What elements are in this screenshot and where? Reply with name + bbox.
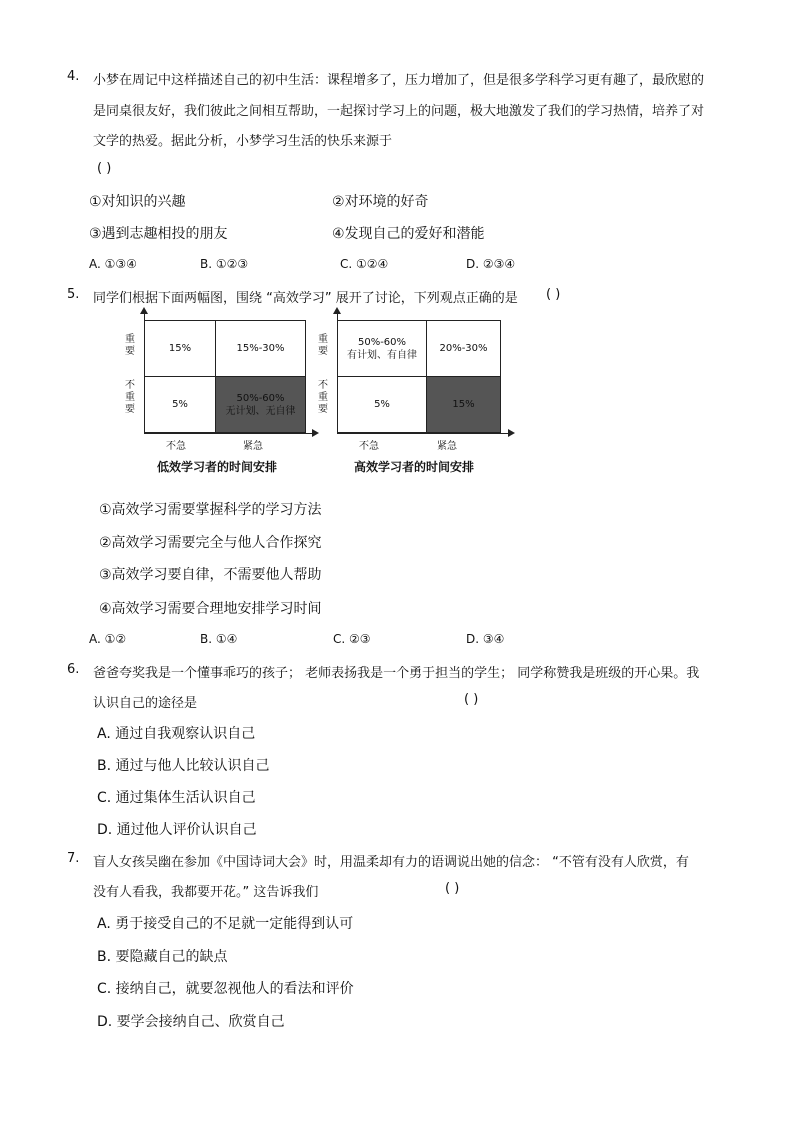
right-cell-important-not-urgent: 50%-60% 有计划、有自律 (338, 321, 427, 377)
left-cell-not-important-not-urgent: 5% (145, 377, 216, 433)
right-y-label-not-important: 不重要 (318, 380, 328, 415)
right-cell-important-urgent: 20%-30% (427, 321, 501, 377)
q4-stem-line-2: 是同桌很友好，我们彼此之间相互帮助，一起探讨学习上的问题，极大地激发了我们的学习热情，培养了对 (93, 104, 705, 119)
q5-option-d: D. ③④ (466, 632, 505, 646)
left-cell-not-important-urgent: 50%-60% 无计划、无自律 (216, 377, 306, 433)
q5-item-2: ②高效学习需要完全与他人合作探究 (99, 535, 322, 551)
q7-option-c: C. 接纳自己，就要忽视他人的看法和评价 (97, 981, 354, 997)
q4-stem-line-1: 小梦在周记中这样描述自己的初中生活：课程增多了，压力增加了，但是很多学科学习更有趣了，最欣慰的 (93, 73, 705, 88)
right-x-axis (337, 433, 510, 434)
q4-stem-line-3: 文学的热爱。据此分析，小梦学习生活的快乐来源于 (93, 134, 393, 149)
q7-stem-line-1: 盲人女孩吴幽在参加《中国诗词大会》时，用温柔却有力的语调说出她的信念： “不管有没有人欣赏，有 (93, 855, 689, 870)
q7-stem-line-2: 没有人看我，我都要开花。” 这告诉我们 (93, 885, 319, 900)
q7-option-b: B. 要隐藏自己的缺点 (97, 949, 228, 965)
q5-number: 5. (67, 287, 80, 302)
right-y-axis-arrow (333, 307, 341, 314)
q4-item-2: ②对环境的好奇 (332, 194, 429, 210)
q4-option-a: A. ①③④ (89, 257, 137, 271)
right-y-label-important: 重要 (318, 334, 328, 357)
right-cell-not-important-urgent: 15% (427, 377, 501, 433)
q6-stem-line-1: 爸爸夸奖我是一个懂事乖巧的孩子； 老师表扬我是一个勇于担当的学生； 同学称赞我是班级的开心果。我 (93, 666, 700, 681)
left-y-label-important: 重要 (125, 334, 135, 357)
q4-number: 4. (67, 69, 80, 84)
right-matrix-table (337, 320, 501, 433)
q6-stem-line-2: 认识自己的途径是 (93, 696, 198, 711)
q6-option-d: D. 通过他人评价认识自己 (97, 822, 257, 838)
q5-item-4: ④高效学习需要合理地安排学习时间 (99, 601, 322, 617)
left-diagram-caption: 低效学习者的时间安排 (157, 460, 278, 474)
q4-option-c: C. ①②④ (340, 257, 389, 271)
q4-item-1: ①对知识的兴趣 (89, 194, 186, 210)
left-x-label-not-urgent: 不急 (166, 441, 186, 452)
left-cell-important-not-urgent: 15% (145, 321, 216, 377)
left-x-axis-arrow (312, 429, 319, 437)
q4-item-4: ④发现自己的爱好和潜能 (332, 226, 485, 242)
left-cell-important-urgent: 15%-30% (216, 321, 306, 377)
q5-option-c: C. ②③ (333, 632, 371, 646)
q6-option-b: B. 通过与他人比较认识自己 (97, 758, 270, 774)
q6-option-c: C. 通过集体生活认识自己 (97, 790, 256, 806)
q6-option-a: A. 通过自我观察认识自己 (97, 726, 256, 742)
right-diagram-caption: 高效学习者的时间安排 (354, 460, 475, 474)
q5-item-1: ①高效学习需要掌握科学的学习方法 (99, 502, 322, 518)
q7-number: 7. (67, 851, 80, 866)
right-x-label-not-urgent: 不急 (359, 441, 379, 452)
q7-option-d: D. 要学会接纳自己、欣赏自己 (97, 1014, 285, 1030)
q4-option-b: B. ①②③ (200, 257, 249, 271)
q7-option-a: A. 勇于接受自己的不足就一定能得到认可 (97, 916, 354, 932)
q7-answer-paren: ( ) (445, 881, 460, 896)
q5-item-3: ③高效学习要自律，不需要他人帮助 (99, 567, 322, 583)
q4-answer-paren: ( ) (97, 161, 112, 176)
right-cell-not-important-not-urgent: 5% (338, 377, 427, 433)
right-x-axis-arrow (508, 429, 515, 437)
left-x-axis (144, 433, 314, 434)
left-x-label-urgent: 紧急 (243, 441, 263, 452)
q6-answer-paren: ( ) (464, 692, 479, 707)
left-y-label-not-important: 不重要 (125, 380, 135, 415)
q5-option-b: B. ①④ (200, 632, 238, 646)
q5-option-a: A. ①② (89, 632, 127, 646)
left-matrix-table (144, 320, 306, 433)
q4-option-d: D. ②③④ (466, 257, 516, 271)
q4-item-3: ③遇到志趣相投的朋友 (89, 226, 228, 242)
left-y-axis-arrow (140, 307, 148, 314)
q6-number: 6. (67, 662, 80, 677)
right-x-label-urgent: 紧急 (437, 441, 457, 452)
q5-answer-paren: ( ) (546, 287, 561, 302)
q5-stem: 同学们根据下面两幅图，围绕 “高效学习” 展开了讨论，下列观点正确的是 (93, 291, 518, 306)
